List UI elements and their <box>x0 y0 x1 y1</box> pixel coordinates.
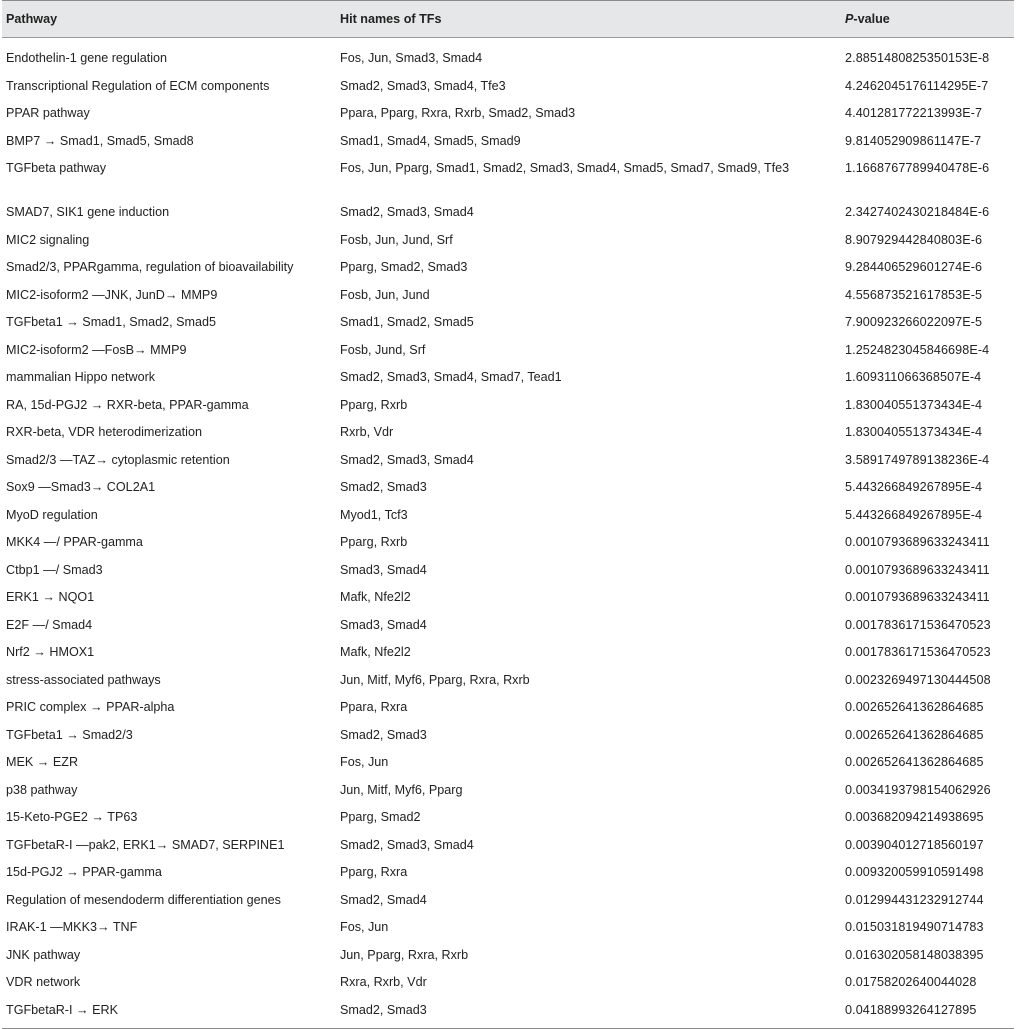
p-value-cell: 0.015031819490714783 <box>845 920 984 934</box>
header-tfs: Hit names of TFs <box>336 1 841 38</box>
tfs-cell: Fosb, Jun, Jund <box>340 287 430 302</box>
tfs-cell: Mafk, Nfe2l2 <box>340 590 411 604</box>
table-row <box>2 156 1014 200</box>
table-row <box>2 310 1014 338</box>
tfs-cell: Smad2, Smad3 <box>340 480 427 494</box>
table-row <box>2 228 1014 256</box>
table-row <box>2 613 1014 641</box>
p-value-cell: 0.012994431232912744 <box>845 892 984 907</box>
table-row <box>2 448 1014 476</box>
p-value-cell: 0.04188993264127895 <box>841 998 1014 1029</box>
table-row <box>2 558 1014 586</box>
pathway-cell: BMP7 → Smad1, Smad5, Smad8 <box>6 133 194 148</box>
p-value-cell: 0.002652641362864685 <box>845 700 984 714</box>
pathway-cell: Transcriptional Regulation of ECM components <box>6 78 270 93</box>
tfs-cell: Ppara, Pparg, Rxra, Rxrb, Smad2, Smad3 <box>340 106 576 120</box>
tfs-cell: Smad2, Smad3, Smad4 <box>340 205 474 219</box>
header-p-value <box>841 1 1014 38</box>
pathway-cell: VDR network <box>6 975 81 989</box>
table-body <box>2 38 1014 1029</box>
table-row <box>2 101 1014 129</box>
tfs-cell: Mafk, Nfe2l2 <box>340 645 411 659</box>
pathway-cell: Regulation of mesendoderm differentiation genes <box>6 892 281 907</box>
p-value-cell: 8.907929442840803E-6 <box>845 232 983 247</box>
pathway-cell: ERK1 → NQO1 <box>6 590 95 604</box>
p-value-cell: 1.830040551373434E-4 <box>845 397 983 412</box>
pathway-cell: Sox9 —Smad3→ COL2A1 <box>6 480 156 494</box>
header-p-suffix: -value <box>853 12 890 26</box>
header-pathway: Pathway <box>2 1 336 38</box>
table-row <box>2 530 1014 558</box>
p-value-cell: 4.2462045176114295E-7 <box>845 78 989 93</box>
p-value-cell: 0.003904012718560197 <box>845 837 984 852</box>
p-value-cell: 5.443266849267895E-4 <box>845 480 983 494</box>
pathway-cell: Ctbp1 —/ Smad3 <box>6 562 103 577</box>
tfs-cell: Smad1, Smad2, Smad5 <box>340 315 474 329</box>
pathway-cell: E2F —/ Smad4 <box>6 617 93 632</box>
p-value-cell: 0.0017836171536470523 <box>845 645 991 659</box>
tfs-cell: Ppara, Rxra <box>340 700 408 714</box>
table-row <box>2 915 1014 943</box>
pathway-cell: Smad2/3 —TAZ→ cytoplasmic retention <box>6 452 230 467</box>
tfs-cell: Smad1, Smad4, Smad5, Smad9 <box>340 133 521 148</box>
table-row <box>2 338 1014 366</box>
p-value-cell: 0.01758202640044028 <box>845 975 977 989</box>
table-row <box>2 420 1014 448</box>
table-row <box>2 695 1014 723</box>
table-row <box>2 585 1014 613</box>
tfs-cell: Fosb, Jun, Jund, Srf <box>340 232 453 247</box>
tfs-cell: Smad2, Smad3, Smad4, Smad7, Tead1 <box>340 370 562 384</box>
pathway-cell: TGFbetaR-I → ERK <box>2 998 336 1029</box>
tfs-cell: Jun, Pparg, Rxra, Rxrb <box>340 947 469 962</box>
tfs-cell: Jun, Mitf, Myf6, Pparg, Rxra, Rxrb <box>340 672 530 687</box>
pathway-cell: MIC2 signaling <box>6 232 90 247</box>
pathway-cell: 15-Keto-PGE2 → TP63 <box>6 810 138 824</box>
p-value-cell: 0.002652641362864685 <box>845 727 984 742</box>
tfs-cell: Smad2, Smad3, Smad4, Tfe3 <box>340 78 506 93</box>
table-row <box>2 393 1014 421</box>
pathway-cell: JNK pathway <box>6 947 81 962</box>
tfs-cell: Fos, Jun, Smad3, Smad4 <box>340 51 483 65</box>
p-value-cell: 0.0010793689633243411 <box>845 562 990 577</box>
table-row <box>2 888 1014 916</box>
p-value-cell: 4.401281772213993E-7 <box>845 106 983 120</box>
pathway-cell: TGFbetaR-I —pak2, ERK1→ SMAD7, SERPINE1 <box>6 837 285 852</box>
p-value-cell: 0.0010793689633243411 <box>845 590 990 604</box>
p-value-cell: 1.830040551373434E-4 <box>845 425 983 439</box>
table-row <box>2 750 1014 778</box>
table-header <box>2 1 1014 38</box>
p-value-cell: 7.900923266022097E-5 <box>845 315 983 329</box>
tfs-cell: Jun, Mitf, Myf6, Pparg <box>340 782 463 797</box>
tfs-cell: Rxrb, Vdr <box>340 425 394 439</box>
header-p-italic: P <box>845 12 854 26</box>
p-value-cell: 2.8851480825350153E-8 <box>845 51 990 65</box>
table-row <box>2 640 1014 668</box>
table-row <box>2 723 1014 751</box>
pathway-cell: MyoD regulation <box>6 507 98 522</box>
p-value-cell: 1.609311066368507E-4 <box>845 370 982 384</box>
pathway-cell: TGFbeta1 → Smad1, Smad2, Smad5 <box>6 315 216 329</box>
table-row <box>2 129 1014 157</box>
pathway-cell: PRIC complex → PPAR-alpha <box>6 700 175 714</box>
p-value-cell: 0.0023269497130444508 <box>845 672 991 687</box>
p-value-cell: 4.556873521617853E-5 <box>845 287 983 302</box>
tfs-cell: Pparg, Smad2, Smad3 <box>340 260 468 274</box>
pathway-cell: p38 pathway <box>6 782 78 797</box>
table-row <box>2 38 1014 74</box>
pathway-cell: 15d-PGJ2 → PPAR-gamma <box>6 865 162 879</box>
tfs-cell: Smad3, Smad4 <box>340 617 427 632</box>
pathway-cell: IRAK-1 —MKK3→ TNF <box>6 920 138 934</box>
pathway-cell: MIC2-isoform2 —FosB→ MMP9 <box>6 342 187 357</box>
pathway-cell: RA, 15d-PGJ2 → RXR-beta, PPAR-gamma <box>6 397 249 412</box>
p-value-cell: 0.016302058148038395 <box>845 947 984 962</box>
table-row <box>2 833 1014 861</box>
pathway-cell: mammalian Hippo network <box>6 370 156 384</box>
table-row <box>2 74 1014 102</box>
tfs-cell: Fosb, Jund, Srf <box>340 342 426 357</box>
p-value-cell: 9.814052909861147E-7 <box>845 133 982 148</box>
header-row <box>2 1 1014 38</box>
tfs-cell: Pparg, Rxrb <box>340 397 408 412</box>
tfs-cell: Pparg, Smad2 <box>340 810 421 824</box>
pathway-cell: Nrf2 → HMOX1 <box>6 645 95 659</box>
tfs-cell: Myod1, Tcf3 <box>340 507 408 522</box>
p-value-cell: 0.0034193798154062926 <box>845 782 991 797</box>
tfs-cell: Smad2, Smad3, Smad4 <box>340 837 474 852</box>
tfs-cell: Fos, Jun, Pparg, Smad1, Smad2, Smad3, Smad4, Smad5, Smad7, Smad9, Tfe3 <box>340 161 790 175</box>
pathway-cell: TGFbeta pathway <box>6 161 107 175</box>
table-row <box>2 805 1014 833</box>
tfs-cell: Pparg, Rxrb <box>340 535 408 549</box>
table-row <box>2 503 1014 531</box>
tfs-cell: Smad2, Smad4 <box>340 892 427 907</box>
tfs-cell: Fos, Jun <box>340 755 389 769</box>
pathway-cell: Endothelin-1 gene regulation <box>6 51 168 65</box>
table-row <box>2 475 1014 503</box>
table-row <box>2 255 1014 283</box>
p-value-cell: 1.2524823045846698E-4 <box>845 342 990 357</box>
table-row <box>2 860 1014 888</box>
tfs-cell: Smad3, Smad4 <box>340 562 427 577</box>
p-value-cell: 9.284406529601274E-6 <box>845 260 983 274</box>
p-value-cell: 1.1668767789940478E-6 <box>845 161 990 175</box>
pathway-table <box>2 0 1014 1029</box>
tfs-cell: Pparg, Rxra <box>340 865 408 879</box>
p-value-cell: 0.002652641362864685 <box>845 755 984 769</box>
table-row <box>2 998 1014 1029</box>
table-row <box>2 778 1014 806</box>
table-row <box>2 970 1014 998</box>
pathway-cell: Smad2/3, PPARgamma, regulation of bioavailability <box>6 260 294 274</box>
pathway-cell: MIC2-isoform2 —JNK, JunD→ MMP9 <box>6 287 218 302</box>
tfs-cell: Smad2, Smad3, Smad4 <box>340 452 474 467</box>
pathway-cell: RXR-beta, VDR heterodimerization <box>6 425 202 439</box>
table-row <box>2 943 1014 971</box>
p-value-cell: 0.0010793689633243411 <box>845 535 990 549</box>
tfs-cell: Smad2, Smad3 <box>340 727 427 742</box>
p-value-cell: 3.5891749789138236E-4 <box>845 452 990 467</box>
pathway-cell: MEK → EZR <box>6 755 79 769</box>
p-value-cell: 5.443266849267895E-4 <box>845 507 983 522</box>
table-row <box>2 365 1014 393</box>
pathway-cell: PPAR pathway <box>6 106 90 120</box>
tfs-cell: Rxra, Rxrb, Vdr <box>340 975 427 989</box>
table-row <box>2 668 1014 696</box>
p-value-cell: 2.3427402430218484E-6 <box>845 205 990 219</box>
p-value-cell: 0.003682094214938695 <box>845 810 984 824</box>
p-value-cell: 0.0017836171536470523 <box>845 617 991 632</box>
pathway-cell: stress-associated pathways <box>6 672 161 687</box>
tfs-cell: Smad2, Smad3 <box>336 998 841 1029</box>
pathway-cell: SMAD7, SIK1 gene induction <box>6 205 170 219</box>
table-row <box>2 283 1014 311</box>
pathway-cell: TGFbeta1 → Smad2/3 <box>6 727 133 742</box>
tfs-cell: Fos, Jun <box>340 920 389 934</box>
pathway-cell: MKK4 —/ PPAR-gamma <box>6 535 143 549</box>
p-value-cell: 0.009320059910591498 <box>845 865 984 879</box>
table-row <box>2 200 1014 228</box>
